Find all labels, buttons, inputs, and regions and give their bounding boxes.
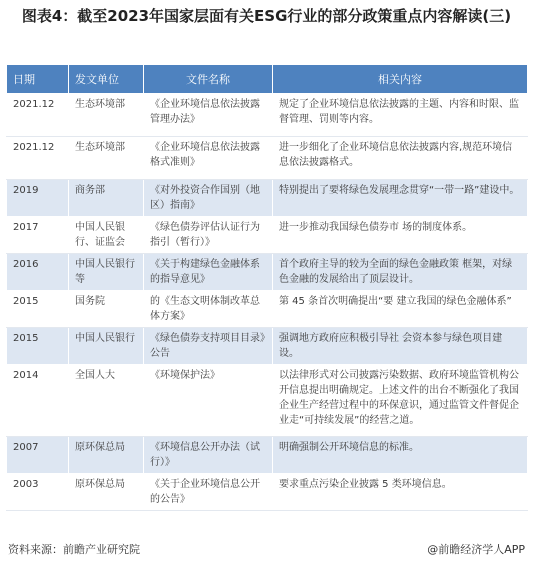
cell-document: 《环境信息公开办法（试行）》: [144, 437, 273, 474]
table-row: [7, 180, 528, 217]
cell-date: 2021.12: [7, 94, 69, 137]
cell-issuer: 生态环境部: [69, 137, 144, 180]
cell-document: 《关于企业环境信息公开的公告》: [144, 474, 273, 511]
cell-content: 强调地方政府应积极引导社 会资本参与绿色项目建设。: [273, 328, 528, 365]
cell-date: 2014: [7, 365, 69, 437]
header-document: 文件名称: [144, 65, 273, 94]
source-note: 资料来源：前瞻产业研究院: [8, 543, 140, 556]
cell-date: 2019: [7, 180, 69, 217]
table-row: [7, 137, 528, 180]
table-row: [7, 474, 528, 511]
cell-issuer: 中国人民银行、证监会: [69, 217, 144, 254]
table-header-row: [7, 65, 528, 94]
cell-date: 2015: [7, 328, 69, 365]
table-row: [7, 94, 528, 137]
policy-table: [6, 64, 528, 511]
header-issuer: 发文单位: [69, 65, 144, 94]
brand-credit: @前瞻经济学人APP: [427, 543, 525, 556]
cell-content: 进一步推动我国绿色债券市 场的制度体系。: [273, 217, 528, 254]
cell-issuer: 商务部: [69, 180, 144, 217]
cell-content: 规定了企业环境信息依法披露的主题、内容和时限、监督管理、罚则等内容。: [273, 94, 528, 137]
header-content: 相关内容: [273, 65, 528, 94]
cell-document: 的《生态文明体制改革总体方案》: [144, 291, 273, 328]
cell-content: 要求重点污染企业披露 5 类环境信息。: [273, 474, 528, 511]
cell-issuer: 全国人大: [69, 365, 144, 437]
table-row: [7, 254, 528, 291]
cell-document: 《关于构建绿色金融体系的指导意见》: [144, 254, 273, 291]
cell-date: 2021.12: [7, 137, 69, 180]
cell-date: 2017: [7, 217, 69, 254]
cell-date: 2003: [7, 474, 69, 511]
cell-document: 《环境保护法》: [144, 365, 273, 437]
cell-issuer: 中国人民银行: [69, 328, 144, 365]
cell-issuer: 原环保总局: [69, 437, 144, 474]
cell-document: 《对外投资合作国别（地区）指南》: [144, 180, 273, 217]
cell-content: 以法律形式对公司披露污染数据、政府环境监管机构公开信息提出明确规定。上述文件的出台不断强化了我国企业生产经营过程中的环保意识，通过监管文件督促企业走“可持续发展”的经营之道。: [273, 365, 528, 437]
cell-content: 首个政府主导的较为全面的绿色金融政策 框架，对绿色金融的发展给出了顶层设计。: [273, 254, 528, 291]
cell-issuer: 生态环境部: [69, 94, 144, 137]
cell-content: 进一步细化了企业环境信息依法披露内容,规范环境信息依法披露格式。: [273, 137, 528, 180]
cell-date: 2016: [7, 254, 69, 291]
table-row: [7, 291, 528, 328]
cell-content: 特别提出了要将绿色发展理念贯穿“一带一路”建设中。: [273, 180, 528, 217]
table-row: [7, 437, 528, 474]
cell-issuer: 中国人民银行等: [69, 254, 144, 291]
cell-date: 2007: [7, 437, 69, 474]
cell-document: 《企业环境信息依法披露格式准则》: [144, 137, 273, 180]
table-row: [7, 328, 528, 365]
cell-document: 《企业环境信息依法披露管理办法》: [144, 94, 273, 137]
cell-issuer: 原环保总局: [69, 474, 144, 511]
table-row: [7, 217, 528, 254]
cell-issuer: 国务院: [69, 291, 144, 328]
table-row: [7, 365, 528, 437]
cell-content: 第 45 条首次明确提出“要 建立我国的绿色金融体系”: [273, 291, 528, 328]
cell-document: 《绿色债券支持项目目录》公告: [144, 328, 273, 365]
cell-document: 《绿色债券评估认证行为指引（暂行）》: [144, 217, 273, 254]
cell-date: 2015: [7, 291, 69, 328]
header-date: 日期: [7, 65, 69, 94]
figure-title: 图表4：截至2023年国家层面有关ESG行业的部分政策重点内容解读(三): [21, 7, 512, 25]
cell-content: 明确强制公开环境信息的标准。: [273, 437, 528, 474]
